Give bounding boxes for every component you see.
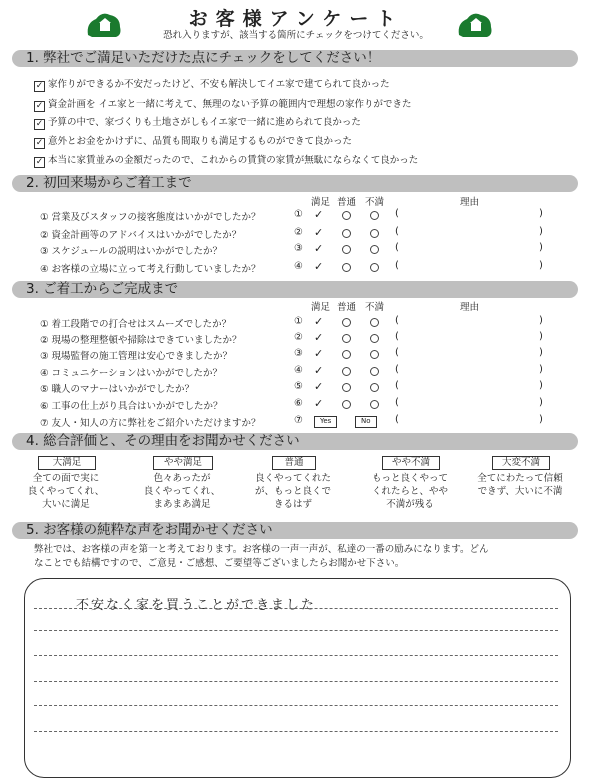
reason-paren-open: ( bbox=[395, 208, 399, 219]
yes-option[interactable]: Yes bbox=[314, 416, 337, 428]
section-1-heading: 1. 弊社でご満足いただけた点にチェックをしてください！ bbox=[12, 50, 578, 67]
radio-circle-icon[interactable] bbox=[342, 367, 351, 376]
check-mark-icon[interactable]: ✓ bbox=[314, 208, 324, 221]
reason-paren-close: ) bbox=[539, 380, 543, 391]
writing-line bbox=[34, 705, 558, 706]
column-unsatisfied: 不満 bbox=[365, 197, 385, 208]
check-item-3[interactable]: ✓ 予算の中で、家づくりも土地さがしもイエ家で一緒に進められて良かった bbox=[35, 117, 361, 129]
rating-description-line: 不満が残る bbox=[386, 499, 434, 510]
rating-description-line: が、もっと良くで bbox=[254, 486, 331, 497]
radio-circle-icon[interactable] bbox=[370, 211, 379, 220]
rating-option-label[interactable]: 大変不満 bbox=[492, 456, 550, 470]
s3-row-number: ② bbox=[294, 332, 303, 343]
check-item-2[interactable]: ✓ 資金計画を イエ家と一緒に考えて、無理のない予算の範囲内で理想の家作りができた bbox=[35, 99, 412, 111]
rating-description-line: 全てにわたって信頼 bbox=[477, 473, 563, 484]
s2-row-number: ① bbox=[294, 209, 303, 220]
section-5-text-line-1: 弊社では、お客様の声を第一と考えております。お客様の一声一声が、私達の一番の励みになります。どん bbox=[34, 544, 489, 555]
reason-paren-open: ( bbox=[395, 315, 399, 326]
column-satisfied: 満足 bbox=[311, 302, 331, 313]
column-normal: 普通 bbox=[337, 302, 357, 313]
rating-description-line: 良くやってくれ、 bbox=[143, 486, 221, 497]
check-mark-icon[interactable]: ✓ bbox=[314, 397, 324, 410]
s3-question-4: ④ コミュニケーションはいかがでしたか？ bbox=[40, 368, 222, 379]
rating-description-line: 全ての面で実に bbox=[32, 473, 100, 484]
s3-question-7: ⑦ 友人・知人の方に弊社をご紹介いただけますか？ bbox=[40, 418, 261, 429]
radio-circle-icon[interactable] bbox=[342, 229, 351, 238]
rating-description-line: できず、大いに不満 bbox=[477, 486, 563, 497]
s2-row-number: ④ bbox=[294, 261, 303, 272]
radio-circle-icon[interactable] bbox=[342, 318, 351, 327]
radio-circle-icon[interactable] bbox=[370, 318, 379, 327]
reason-paren-open: ( bbox=[395, 347, 399, 358]
check-item-5[interactable]: ✓ 本当に家賃並みの金額だったので、これからの賃貸の家賃が無駄にならなくて良かった bbox=[35, 155, 419, 167]
rating-description-line: まあまあ満足 bbox=[153, 499, 211, 510]
check-mark-icon[interactable]: ✓ bbox=[314, 315, 324, 328]
rating-description-line: 大いに満足 bbox=[42, 499, 90, 510]
reason-paren-close: ) bbox=[539, 260, 543, 271]
column-satisfied: 満足 bbox=[311, 197, 331, 208]
reason-paren-open: ( bbox=[395, 380, 399, 391]
writing-line bbox=[34, 630, 558, 631]
reason-paren-close: ) bbox=[539, 347, 543, 358]
reason-paren-close: ) bbox=[539, 397, 543, 408]
section-3-heading: 3. ご着工からご完成まで bbox=[12, 281, 578, 298]
radio-circle-icon[interactable] bbox=[370, 367, 379, 376]
reason-paren-open: ( bbox=[395, 414, 399, 425]
writing-line bbox=[34, 608, 558, 609]
reason-paren-close: ) bbox=[539, 242, 543, 253]
radio-circle-icon[interactable] bbox=[342, 263, 351, 272]
s3-question-6: ⑥ 工事の仕上がり具合はいかがでしたか？ bbox=[40, 401, 223, 412]
page-subtitle: 恐れ入りますが、該当する箇所にチェックをつけてください。 bbox=[163, 30, 429, 41]
s3-row-number: ⑦ bbox=[294, 415, 303, 426]
rating-option-label[interactable]: やや満足 bbox=[153, 456, 213, 470]
radio-circle-icon[interactable] bbox=[342, 400, 351, 409]
s3-question-3: ③ 現場監督の施工管理は安心できましたか？ bbox=[40, 351, 233, 362]
s3-question-2: ② 現場の整理整頓や掃除はできていましたか？ bbox=[40, 335, 242, 346]
page-title: お客様アンケート bbox=[188, 8, 404, 30]
radio-circle-icon[interactable] bbox=[370, 350, 379, 359]
reason-paren-open: ( bbox=[395, 364, 399, 375]
rating-description-line: きるはず bbox=[273, 499, 312, 510]
radio-circle-icon[interactable] bbox=[370, 400, 379, 409]
handwritten-comment: 不安なく家を買うことができました bbox=[76, 598, 317, 613]
rating-option-label[interactable]: やや不満 bbox=[382, 456, 440, 470]
reason-paren-close: ) bbox=[539, 414, 543, 425]
s2-question-1: ① 営業及びスタッフの接客態度はいかがでしたか？ bbox=[40, 212, 261, 223]
column-unsatisfied: 不満 bbox=[365, 302, 385, 313]
s3-row-number: ⑤ bbox=[294, 381, 303, 392]
section-4-heading: 4. 総合評価と、その理由をお聞かせください bbox=[12, 433, 578, 450]
rating-description-line: 良くやってくれた bbox=[254, 473, 331, 484]
rating-description-line: 色々あったが bbox=[153, 473, 211, 484]
section-5-text-line-2: なことでも結構ですので、ご意見・ご感想、ご要望等ございましたらお聞かせ下さい。 bbox=[34, 558, 405, 569]
check-mark-icon[interactable]: ✓ bbox=[314, 242, 324, 255]
reason-paren-open: ( bbox=[395, 260, 399, 271]
s2-row-number: ② bbox=[294, 227, 303, 238]
check-mark-icon[interactable]: ✓ bbox=[314, 260, 324, 273]
check-item-1[interactable]: ✓ 家作りができるか不安だったけど、不安も解決してイエ家で建てられて良かった bbox=[35, 79, 390, 91]
writing-line bbox=[34, 655, 558, 656]
rating-description-line: 良くやってくれ、 bbox=[27, 486, 105, 497]
s3-question-5: ⑤ 職人のマナーはいかがでしたか？ bbox=[40, 384, 195, 395]
check-mark-icon[interactable]: ✓ bbox=[314, 380, 324, 393]
check-mark-icon[interactable]: ✓ bbox=[314, 226, 324, 239]
check-mark-icon[interactable]: ✓ bbox=[314, 331, 324, 344]
reason-paren-open: ( bbox=[395, 397, 399, 408]
s3-row-number: ③ bbox=[294, 348, 303, 359]
radio-circle-icon[interactable] bbox=[342, 383, 351, 392]
rating-description-line: くれたらと、やや bbox=[371, 486, 448, 497]
rating-description-line: もっと良くやって bbox=[371, 473, 448, 484]
checkbox-checked-icon[interactable]: ✓ bbox=[35, 81, 44, 91]
radio-circle-icon[interactable] bbox=[370, 334, 379, 343]
writing-line bbox=[34, 681, 558, 682]
reason-paren-open: ( bbox=[395, 331, 399, 342]
radio-circle-icon[interactable] bbox=[370, 245, 379, 254]
s2-question-4: ④ お客様の立場に立って考え行動していましたか？ bbox=[40, 264, 261, 275]
reason-paren-close: ) bbox=[539, 315, 543, 326]
checkbox-checked-icon[interactable]: ✓ bbox=[35, 138, 44, 148]
column-reason: 理由 bbox=[460, 197, 480, 208]
reason-paren-close: ) bbox=[539, 208, 543, 219]
check-item-4[interactable]: ✓ 意外とお金をかけずに、品質も間取りも満足するものができて良かった bbox=[35, 136, 353, 148]
reason-paren-close: ) bbox=[539, 331, 543, 342]
checkbox-checked-icon[interactable]: ✓ bbox=[35, 101, 44, 111]
check-mark-icon[interactable]: ✓ bbox=[314, 364, 324, 377]
s2-row-number: ③ bbox=[294, 243, 303, 254]
radio-circle-icon[interactable] bbox=[342, 334, 351, 343]
reason-paren-close: ) bbox=[539, 226, 543, 237]
s3-row-number: ④ bbox=[294, 365, 303, 376]
checkbox-checked-icon[interactable]: ✓ bbox=[35, 119, 44, 129]
s2-question-2: ② 資金計画等のアドバイスはいかがでしたか？ bbox=[40, 230, 242, 241]
section-2-heading: 2. 初回来場からご着工まで bbox=[12, 175, 578, 192]
rating-option-label[interactable]: 普通 bbox=[272, 456, 316, 470]
column-normal: 普通 bbox=[337, 197, 357, 208]
radio-circle-icon[interactable] bbox=[370, 383, 379, 392]
check-mark-icon[interactable]: ✓ bbox=[314, 347, 324, 360]
section-5-heading: 5. お客様の純粋な声をお聞かせください bbox=[12, 522, 578, 539]
radio-circle-icon[interactable] bbox=[342, 350, 351, 359]
radio-circle-icon[interactable] bbox=[370, 229, 379, 238]
reason-paren-open: ( bbox=[395, 242, 399, 253]
s3-question-1: ① 着工段階での打合せはスムーズでしたか？ bbox=[40, 319, 232, 330]
radio-circle-icon[interactable] bbox=[342, 211, 351, 220]
writing-line bbox=[34, 731, 558, 732]
reason-paren-open: ( bbox=[395, 226, 399, 237]
reason-paren-close: ) bbox=[539, 364, 543, 375]
s3-row-number: ① bbox=[294, 316, 303, 327]
column-reason: 理由 bbox=[460, 302, 480, 313]
radio-circle-icon[interactable] bbox=[370, 263, 379, 272]
no-option[interactable]: No bbox=[355, 416, 377, 428]
s2-question-3: ③ スケジュールの説明はいかがでしたか？ bbox=[40, 246, 222, 257]
s3-row-number: ⑥ bbox=[294, 398, 303, 409]
radio-circle-icon[interactable] bbox=[342, 245, 351, 254]
rating-option-label[interactable]: 大満足 bbox=[38, 456, 96, 470]
checkbox-checked-icon[interactable]: ✓ bbox=[35, 157, 44, 167]
